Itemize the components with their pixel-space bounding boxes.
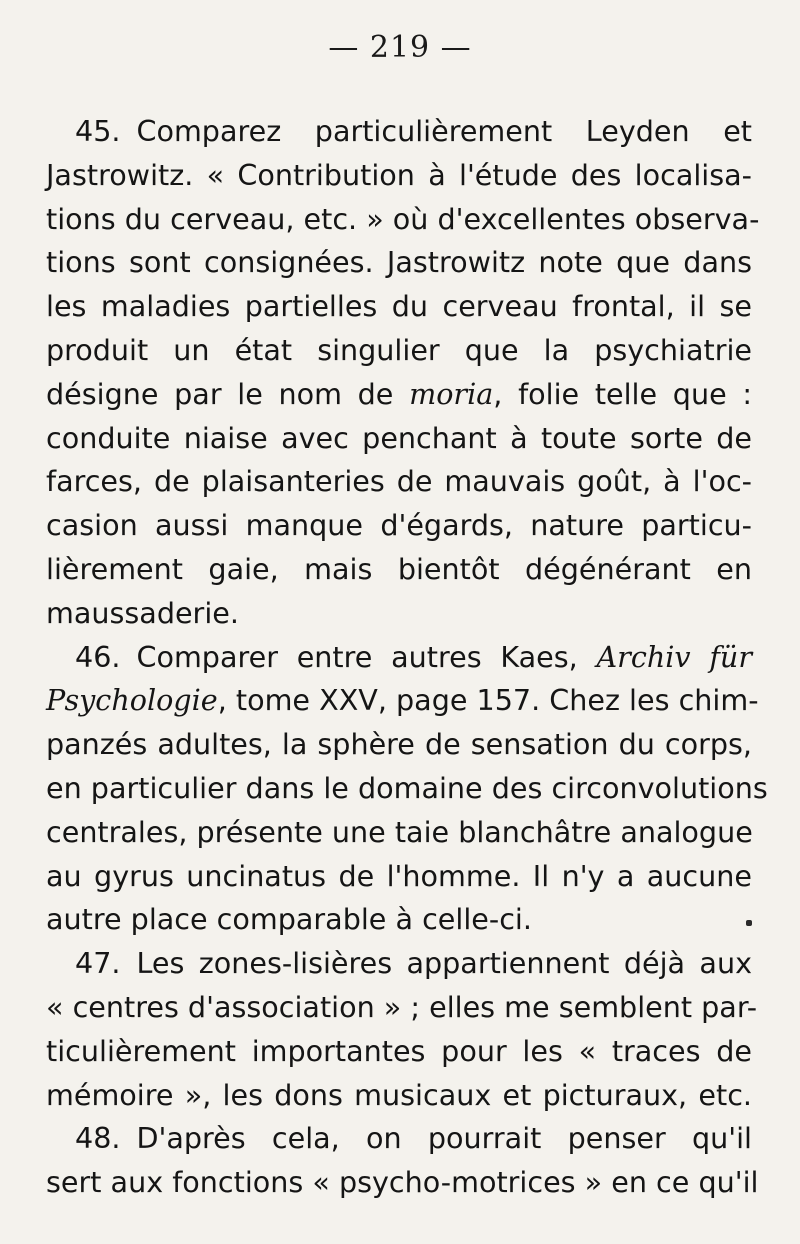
text-segment: , folie telle que : — [493, 376, 752, 411]
note-45 — [46, 110, 760, 636]
text-segment: , tome XXV, page 157. Chez les chim- — [217, 683, 759, 718]
text-line — [46, 373, 752, 417]
text-line: au gyrus uncinatus de l'homme. Il n'y a aucune — [46, 858, 752, 893]
text-line: centrales, présente une taie blanchâtre analogue — [46, 814, 753, 849]
text-segment: désigne par le nom de — [46, 376, 410, 411]
text-line — [46, 942, 752, 986]
text-line: maussaderie. — [46, 595, 239, 630]
note-number: 45. — [75, 114, 121, 148]
note-47 — [46, 942, 758, 1117]
italic-title: Archiv für — [596, 639, 752, 674]
italic-term: moria — [409, 376, 494, 411]
text-line: farces, de plaisanteries de mauvais goût, à l'oc- — [46, 464, 752, 499]
text-line: « centres d'association » ; elles me semblent par- — [46, 989, 758, 1024]
text-line: sert aux fonctions « psycho-motrices » en ce qu'il — [46, 1165, 759, 1200]
text-line: tions du cerveau, etc. » où d'excellentes observa- — [46, 201, 760, 236]
text-line — [46, 1117, 752, 1161]
text-line — [46, 110, 752, 154]
text-line: lièrement gaie, mais bientôt dégénérant en — [46, 551, 752, 586]
text-line — [46, 636, 752, 680]
note-48 — [46, 1117, 759, 1205]
ink-speck — [746, 920, 752, 926]
text-segment: Comparez particulièrement Leyden et — [136, 114, 752, 148]
text-line: casion aussi manque d'égards, nature particu- — [46, 508, 752, 543]
text-segment: D'après cela, on pourrait penser qu'il — [136, 1121, 752, 1156]
note-46 — [46, 636, 768, 943]
text-line: ticulièrement importantes pour les « traces de — [46, 1033, 752, 1068]
text-segment: Les zones-lisières appartiennent déjà aux — [136, 946, 752, 981]
text-line: conduite niaise avec penchant à toute sorte de — [46, 420, 752, 455]
text-segment: Comparer entre autres Kaes, — [136, 639, 597, 674]
text-line: les maladies partielles du cerveau frontal, il se — [46, 289, 752, 324]
text-line — [46, 679, 759, 723]
text-line: tions sont consignées. Jastrowitz note que dans — [46, 245, 752, 280]
note-number: 46. — [75, 639, 121, 674]
note-number: 47. — [75, 946, 121, 981]
page-number: — 219 — — [328, 30, 472, 65]
text-line: panzés adultes, la sphère de sensation du corps, — [46, 727, 752, 762]
text-line: Jastrowitz. « Contribution à l'étude des localisa- — [46, 157, 752, 192]
text-line: mémoire », les dons musicaux et picturaux, etc. — [46, 1077, 752, 1112]
italic-title: Psychologie — [46, 683, 218, 718]
notes-body — [46, 110, 768, 1205]
text-line: en particulier dans le domaine des circonvolutions — [46, 770, 768, 805]
text-line: produit un état singulier que la psychiatrie — [46, 332, 752, 367]
note-number: 48. — [75, 1121, 121, 1156]
text-line: autre place comparable à celle-ci. — [46, 902, 532, 937]
